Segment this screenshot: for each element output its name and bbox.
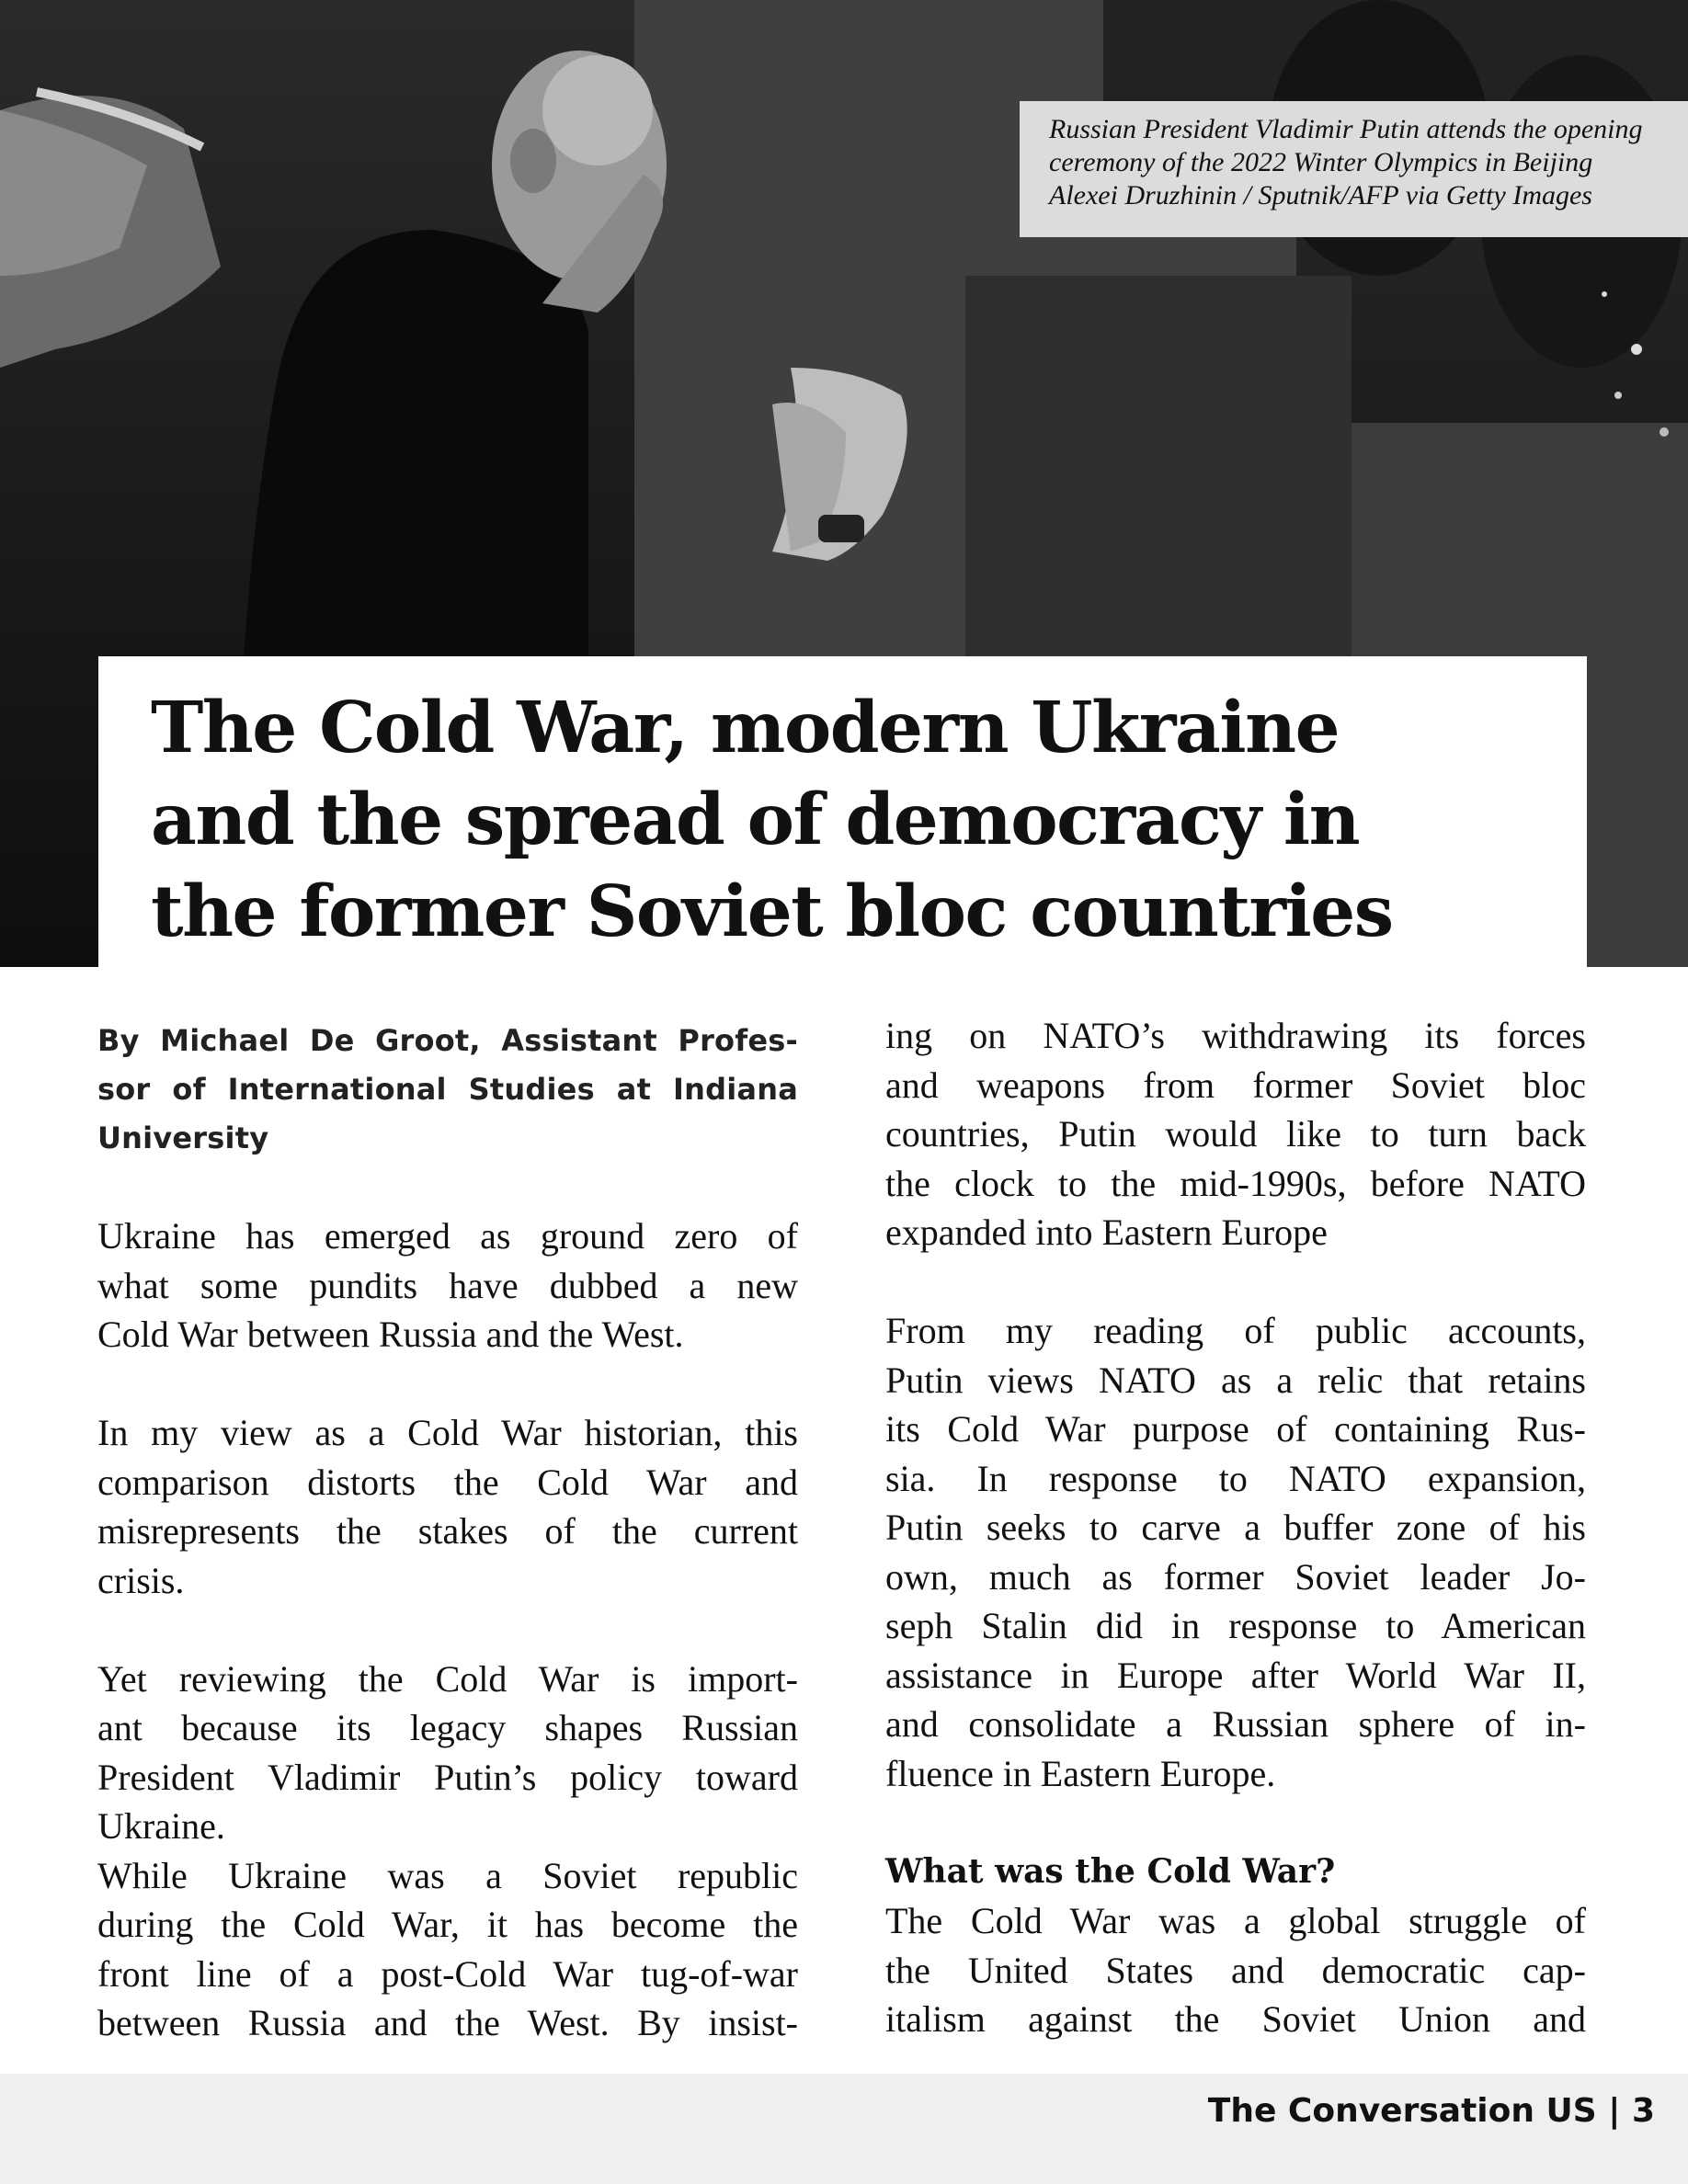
text-line: own, much as former Soviet leader Jo- bbox=[885, 1555, 1586, 1598]
text-line: its Cold War purpose of containing Rus- bbox=[885, 1408, 1586, 1450]
text-line: the clock to the mid-1990s, before NATO bbox=[885, 1162, 1586, 1204]
title-line: the former Soviet bloc countries bbox=[151, 870, 1393, 953]
caption-line-1: Russian President Vladimir Putin attends the opening bbox=[1049, 114, 1643, 144]
paragraph bbox=[97, 1408, 798, 1605]
text-line: what some pundits have dubbed a new bbox=[97, 1264, 798, 1306]
text-line: between Russia and the West. By insist- bbox=[97, 2002, 798, 2043]
hero-photo bbox=[0, 0, 1688, 967]
title-line: and the spread of democracy in bbox=[151, 779, 1360, 861]
paragraph bbox=[885, 1896, 1586, 2044]
right-column bbox=[885, 1011, 1586, 2044]
byline bbox=[97, 1017, 798, 1163]
footer-separator: | bbox=[1608, 2092, 1621, 2130]
text-line: seph Stalin did in response to American bbox=[885, 1605, 1586, 1646]
text-line: expanded into Eastern Europe bbox=[885, 1211, 1328, 1253]
text-line: Putin seeks to carve a buffer zone of his bbox=[885, 1507, 1586, 1548]
photo-caption bbox=[1020, 101, 1688, 237]
text-line: italism against the Soviet Union and bbox=[885, 1998, 1586, 2040]
text-line: While Ukraine was a Soviet republic bbox=[97, 1854, 798, 1896]
text-line: Ukraine. bbox=[97, 1805, 225, 1847]
text-line: and weapons from former Soviet bloc bbox=[885, 1064, 1586, 1106]
text-line: the United States and democratic cap- bbox=[885, 1949, 1586, 1991]
text-line: countries, Putin would like to turn back bbox=[885, 1113, 1586, 1155]
text-line: ing on NATO’s withdrawing its forces bbox=[885, 1015, 1586, 1056]
text-line: From my reading of public accounts, bbox=[885, 1310, 1586, 1351]
paragraph bbox=[97, 1851, 798, 2048]
text-line: ant because its legacy shapes Russian bbox=[97, 1707, 798, 1748]
text-line: President Vladimir Putin’s policy toward bbox=[97, 1756, 798, 1798]
section-heading: What was the Cold War? bbox=[885, 1851, 1336, 1891]
text-line: assistance in Europe after World War II, bbox=[885, 1654, 1586, 1696]
byline-line: By Michael De Groot, Assistant Profes- bbox=[97, 1023, 798, 1058]
text-line: misrepresents the stakes of the current bbox=[97, 1510, 798, 1552]
left-column bbox=[97, 1017, 798, 2048]
text-line: fluence in Eastern Europe. bbox=[885, 1752, 1276, 1794]
page-footer bbox=[0, 2074, 1688, 2184]
caption-line-2: ceremony of the 2022 Winter Olympics in Beijing bbox=[1049, 147, 1593, 177]
byline-line: sor of International Studies at Indiana bbox=[97, 1072, 798, 1107]
text-line: Yet reviewing the Cold War is import- bbox=[97, 1657, 798, 1700]
title-box bbox=[98, 656, 1587, 967]
publication-name: The Conversation US bbox=[1207, 2092, 1597, 2130]
text-line: Cold War between Russia and the West. bbox=[97, 1314, 684, 1355]
article-title bbox=[151, 682, 1550, 958]
text-line: and consolidate a Russian sphere of in- bbox=[885, 1703, 1586, 1745]
text-line: Ukraine has emerged as ground zero of bbox=[97, 1215, 798, 1257]
footer-label bbox=[1208, 2092, 1655, 2130]
paragraph bbox=[97, 1655, 798, 1851]
byline-line: University bbox=[97, 1120, 269, 1155]
caption-line-3: Alexei Druzhinin / Sputnik/AFP via Getty Images bbox=[1049, 180, 1592, 210]
paragraph bbox=[885, 1306, 1586, 1798]
text-line: comparison distorts the Cold War and bbox=[97, 1461, 798, 1503]
paragraph bbox=[97, 1211, 798, 1359]
title-line: The Cold War, modern Ukraine bbox=[151, 687, 1340, 769]
text-line: Putin views NATO as a relic that retains bbox=[885, 1359, 1586, 1401]
paragraph bbox=[885, 1011, 1586, 1257]
text-line: sia. In response to NATO expansion, bbox=[885, 1457, 1586, 1499]
text-line: front line of a post-Cold War tug-of-war bbox=[97, 1952, 798, 1995]
text-line: The Cold War was a global struggle of bbox=[885, 1900, 1586, 1941]
text-line: crisis. bbox=[97, 1559, 185, 1601]
text-line: during the Cold War, it has become the bbox=[97, 1904, 798, 1945]
text-line: In my view as a Cold War historian, this bbox=[97, 1412, 798, 1453]
page-number: 3 bbox=[1631, 2092, 1655, 2130]
